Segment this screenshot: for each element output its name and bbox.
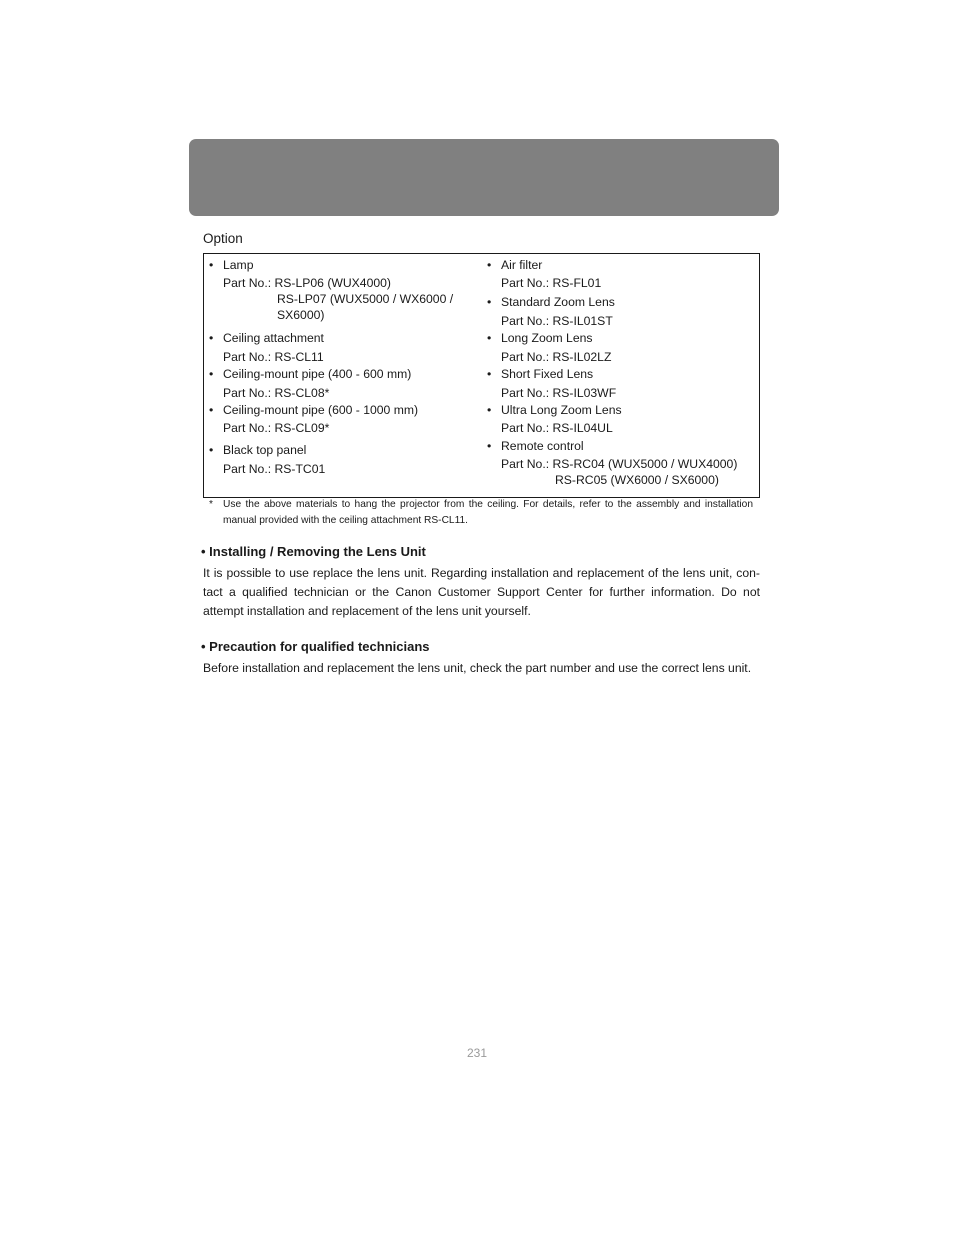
bullet-icon: • [487, 367, 492, 381]
part-number: Part No.: RS-CL11 [223, 350, 324, 364]
option-item-label: Ceiling-mount pipe (600 - 1000 mm) [223, 403, 419, 417]
chapter-header-band [189, 139, 779, 216]
part-number: SX6000) [277, 308, 325, 322]
paragraph-line: Before installation and replacement the lens unit, check the part number and use the correct lens unit. [203, 661, 752, 675]
bullet-icon: • [487, 403, 492, 417]
part-number: Part No.: RS-IL02LZ [501, 350, 612, 364]
option-item-ultra-long-zoom-lens [487, 402, 622, 418]
section-body-lens-unit [203, 564, 760, 621]
part-number: Part No.: RS-IL01ST [501, 314, 613, 328]
option-item-label: Short Fixed Lens [501, 367, 594, 381]
part-number: RS-LP07 (WUX5000 / WX6000 / [277, 292, 454, 306]
option-table [203, 253, 760, 498]
bullet-icon: • [209, 443, 214, 457]
section-heading-lens-unit: • Installing / Removing the Lens Unit [201, 544, 426, 559]
footnote-mark: * [209, 499, 213, 510]
bullet-icon: • [209, 367, 214, 381]
part-number: Part No.: RS-CL08* [223, 386, 330, 400]
option-item-short-fixed-lens [487, 366, 594, 382]
option-item-label: Long Zoom Lens [501, 331, 593, 345]
option-item-ceiling-pipe-long [209, 402, 419, 418]
part-number: Part No.: RS-FL01 [501, 276, 602, 290]
option-item-label: Standard Zoom Lens [501, 295, 615, 309]
option-item-label: Black top panel [223, 443, 307, 457]
option-item-lamp [209, 257, 254, 273]
option-item-label: Lamp [223, 258, 254, 272]
option-item-ceiling-attachment [209, 330, 324, 346]
option-item-label: Ultra Long Zoom Lens [501, 403, 622, 417]
paragraph-line: tact a qualified technician or the Canon Customer Support Center for further information. Do not [203, 585, 760, 599]
part-number: Part No.: RS-IL04UL [501, 421, 613, 435]
part-number: RS-RC05 (WX6000 / SX6000) [555, 473, 719, 487]
bullet-icon: • [487, 258, 492, 272]
paragraph-line: It is possible to use replace the lens unit. Regarding installation and replacement of the lens unit, con- [203, 566, 760, 580]
option-title: Option [203, 231, 243, 246]
option-item-label: Remote control [501, 439, 584, 453]
option-item-label: Air filter [501, 258, 543, 272]
bullet-icon: • [209, 331, 214, 345]
page-number: 231 [466, 1046, 488, 1060]
section-body-precaution [203, 659, 760, 678]
footnote-text: Use the above materials to hang the projector from the ceiling. For details, refer to the assembly and installation manual provided with the ceiling attachment RS-CL11. [223, 499, 753, 526]
paragraph-line: attempt installation and replacement of the lens unit yourself. [203, 604, 531, 618]
part-number: Part No.: RS-IL03WF [501, 386, 617, 400]
option-item-ceiling-pipe-short [209, 366, 412, 382]
part-number: Part No.: RS-CL09* [223, 421, 330, 435]
part-number: Part No.: RS-RC04 (WUX5000 / WUX4000) [501, 457, 738, 471]
option-item-black-top-panel [209, 442, 307, 458]
bullet-icon: • [209, 258, 214, 272]
part-number: Part No.: RS-TC01 [223, 462, 326, 476]
bullet-icon: • [209, 403, 214, 417]
option-item-label: Ceiling-mount pipe (400 - 600 mm) [223, 367, 412, 381]
option-item-long-zoom-lens [487, 330, 593, 346]
option-item-air-filter [487, 257, 543, 273]
option-item-remote-control [487, 438, 584, 454]
option-item-label: Ceiling attachment [223, 331, 324, 345]
section-heading-precaution: • Precaution for qualified technicians [201, 639, 430, 654]
footnote [209, 497, 753, 529]
bullet-icon: • [487, 331, 492, 345]
bullet-icon: • [487, 439, 492, 453]
option-item-standard-zoom-lens [487, 294, 615, 310]
part-number: Part No.: RS-LP06 (WUX4000) [223, 276, 391, 290]
bullet-icon: • [487, 295, 492, 309]
